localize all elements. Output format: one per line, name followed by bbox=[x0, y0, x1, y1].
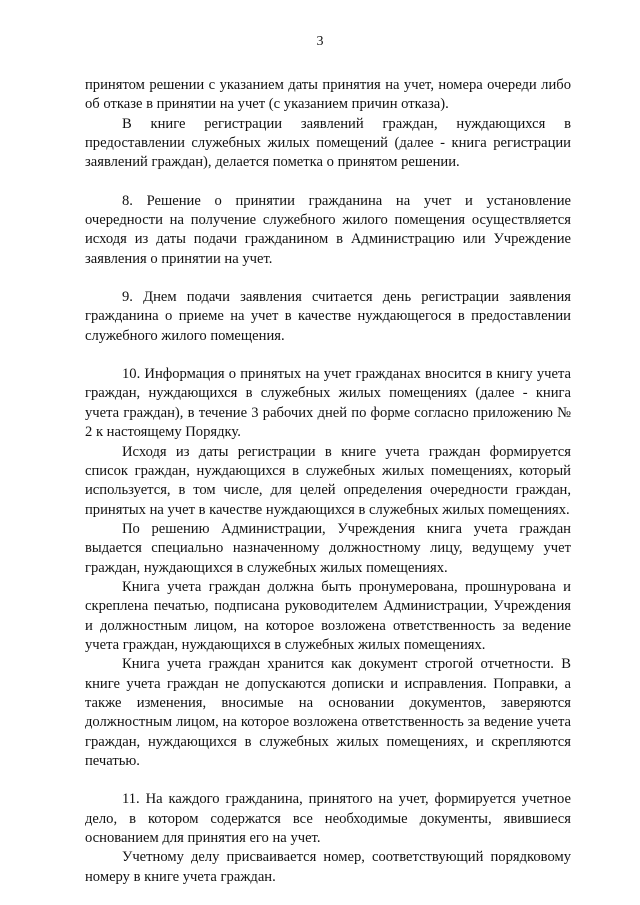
paragraph: 8. Решение о принятии гражданина на учет и установление очередности на получение служебного жилого помещения осуществляется исходя из даты подачи гражданином в Администрацию или Учреждение заявления о принятии на учет. bbox=[85, 192, 571, 267]
paragraph: По решению Администрации, Учреждения книга учета граждан выдается специально назначенному должностному лицу, ведущему учет граждан, нуждающихся в служебных жилых помещениях. bbox=[85, 520, 571, 576]
paragraph-gap bbox=[85, 771, 571, 790]
paragraph: 9. Днем подачи заявления считается день регистрации заявления гражданина о приеме на учет в качестве нуждающегося в предоставлении служебного жилого помещения. bbox=[85, 289, 571, 344]
paragraph: Учетному делу присваивается номер, соответствующий порядковому номеру в книге учета граждан. bbox=[85, 849, 571, 885]
paragraph-gap bbox=[85, 269, 571, 288]
paragraph-gap bbox=[85, 346, 571, 365]
paragraph: принятом решении с указанием даты принятия на учет, номера очереди либо об отказе в принятии на учет (с указанием причин отказа). bbox=[85, 77, 571, 113]
paragraph: Книга учета граждан хранится как документ строгой отчетности. В книге учета граждан не допускаются дописки и исправления. Поправки, а также изменения, вносимые на основании документов, заверяются должностным лицом, на которое возложена ответственность за ведение учета граждан, нуждающихся в служебных жилых помещениях, и скрепляются печатью. bbox=[85, 656, 571, 769]
paragraph: 11. На каждого гражданина, принятого на учет, формируется учетное дело, в котором содержатся все необходимые документы, явившиеся основанием для принятия его на учет. bbox=[85, 791, 571, 847]
paragraph: 10. Информация о принятых на учет гражданах вносится в книгу учета граждан, нуждающихся в служебных жилых помещениях (далее - книга учета граждан), в течение 3 рабочих дней по форме согласно приложению № 2 к настоящему Порядку. bbox=[85, 366, 571, 441]
page-number: 3 bbox=[316, 34, 324, 49]
document-body bbox=[85, 76, 571, 887]
paragraph: Исходя из даты регистрации в книге учета граждан формируется список граждан, нуждающихся в служебных жилых помещениях, который используется, в том числе, для целей определения очередности граждан, принятых на учет в качестве нуждающихся в служебных жилых помещениях. bbox=[85, 443, 571, 518]
paragraph: Книга учета граждан должна быть пронумерована, прошнурована и скреплена печатью, подписана руководителем Администрации, Учреждения и должностным лицом, на которое возложена ответственность за ведение учета граждан, нуждающихся в служебных жилых помещениях. bbox=[85, 578, 571, 653]
paragraph: В книге регистрации заявлений граждан, нуждающихся в предоставлении служебных жилых помещений (далее - книга регистрации заявлений граждан), делается пометка о принятом решении. bbox=[85, 115, 571, 171]
paragraph-gap bbox=[85, 173, 571, 192]
